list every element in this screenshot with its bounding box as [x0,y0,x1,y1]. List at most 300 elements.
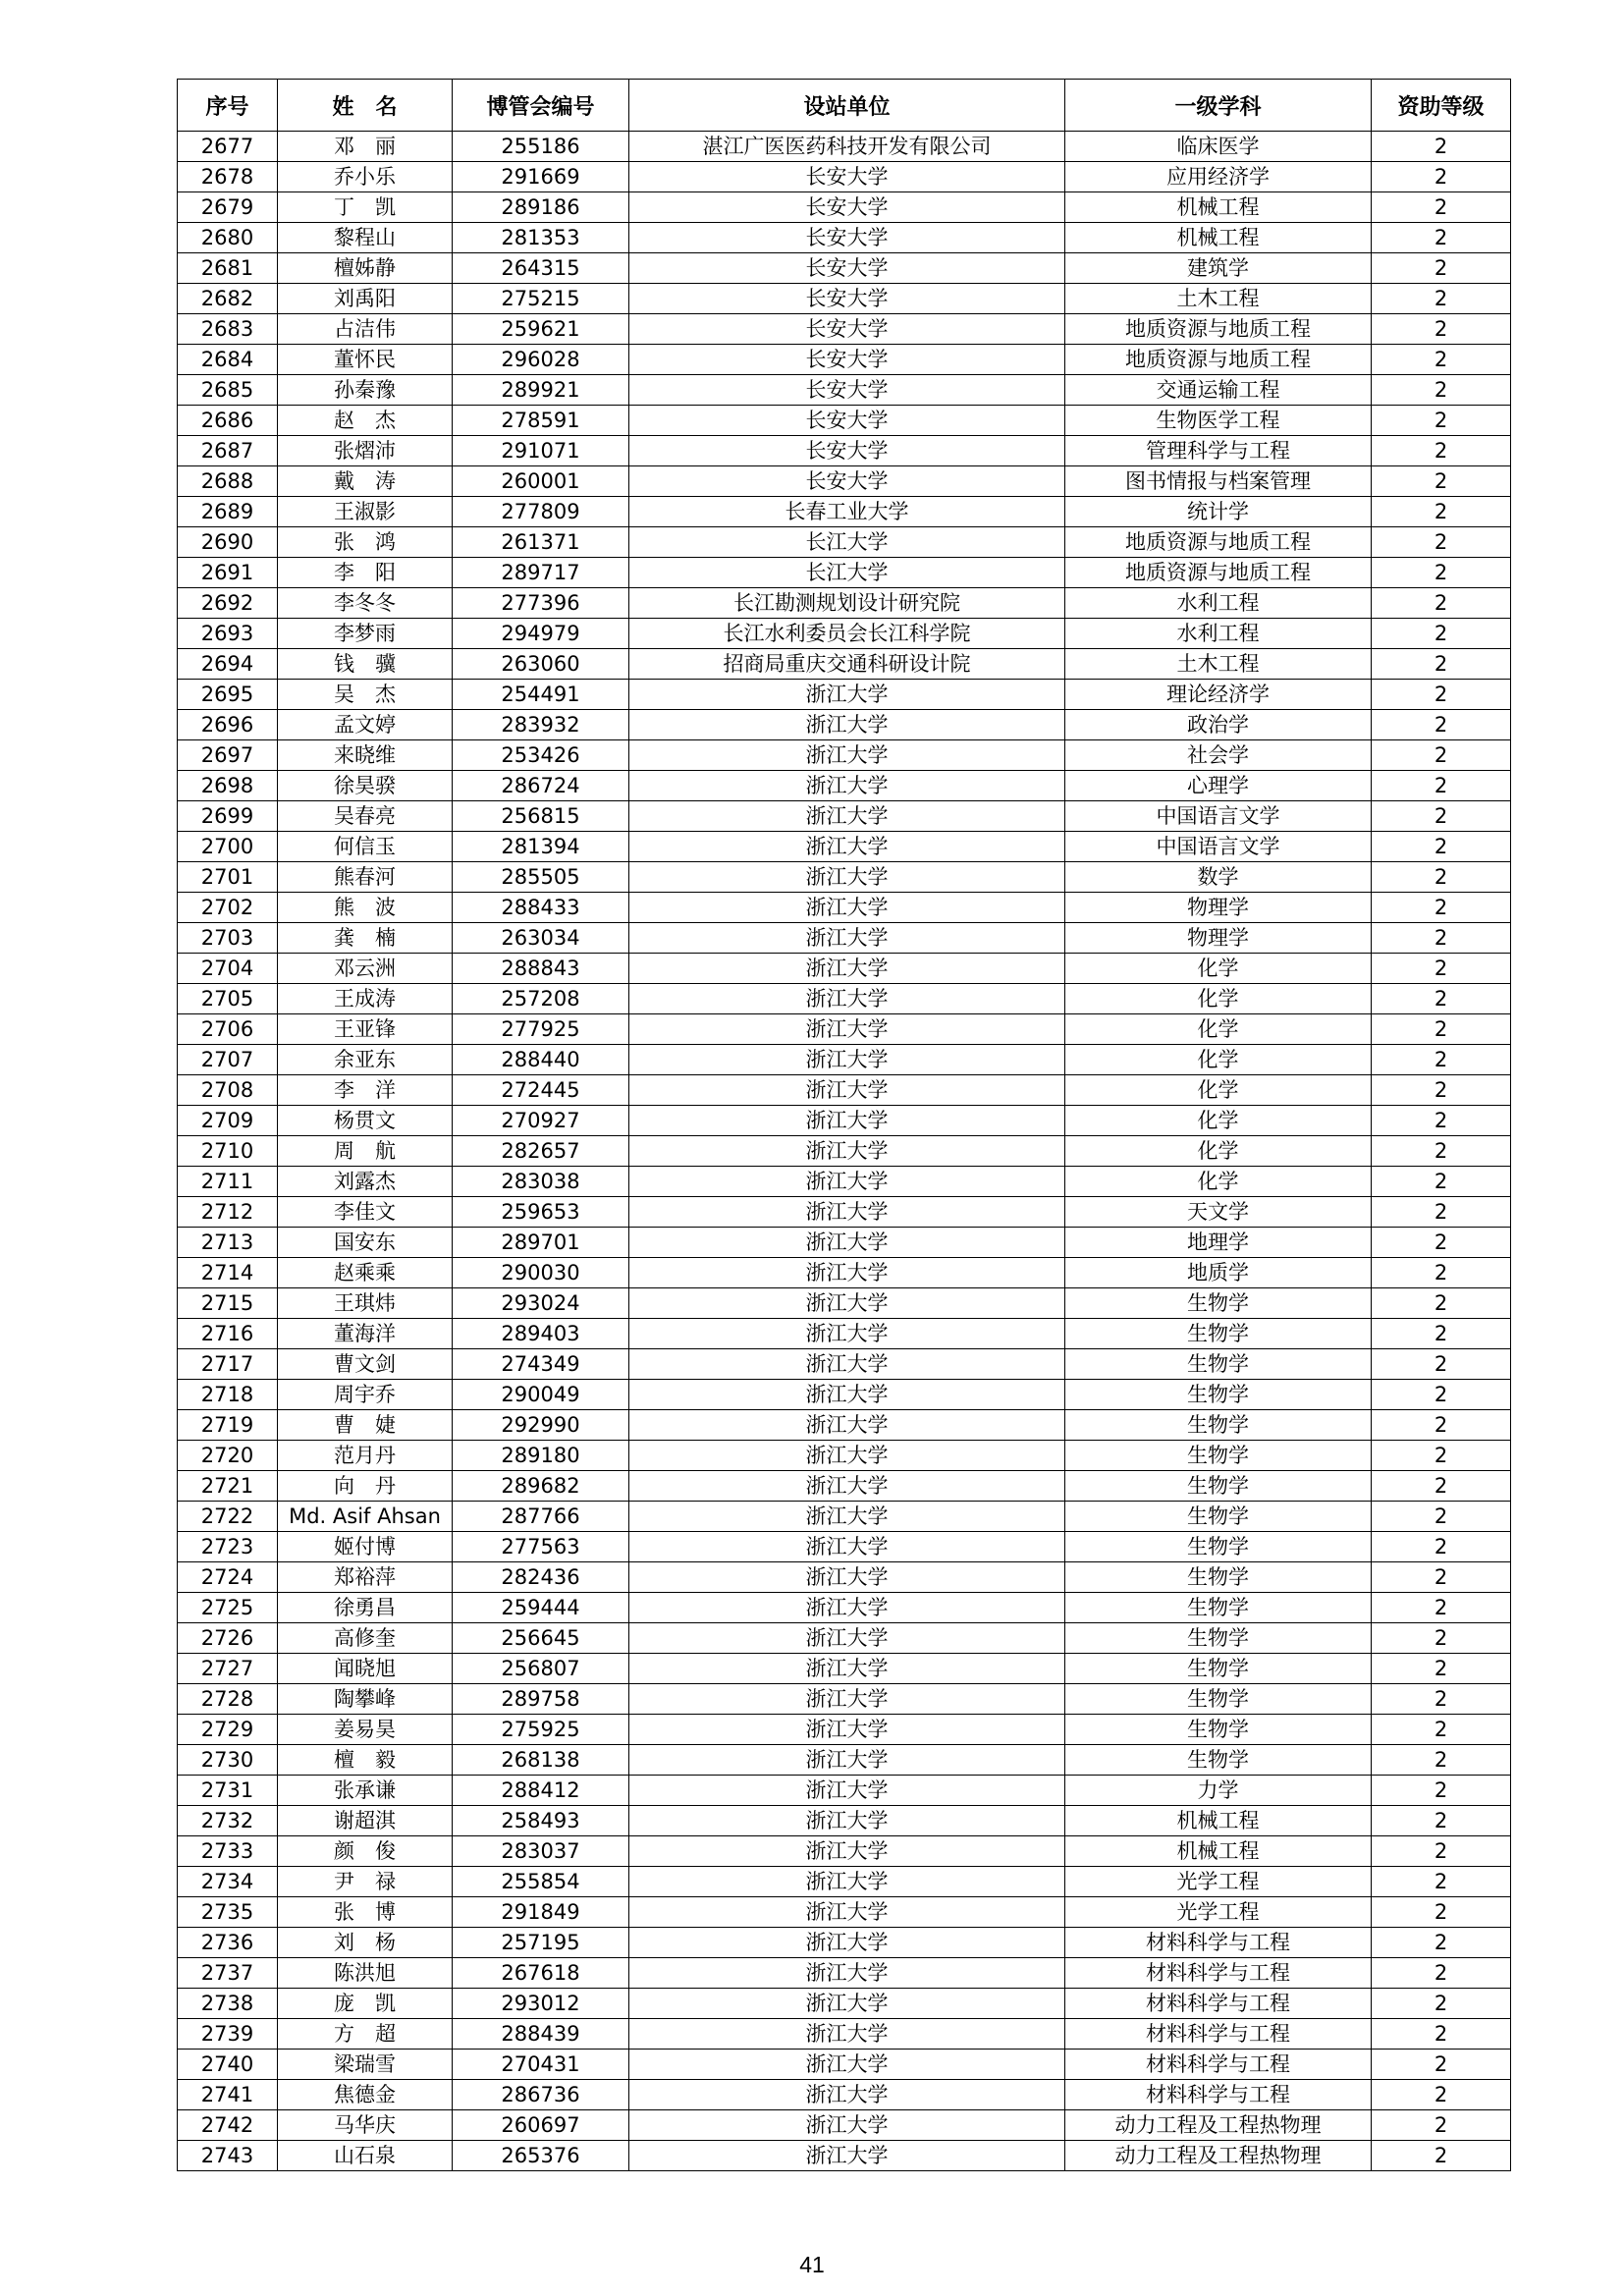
cell-level: 2 [1372,2019,1511,2050]
cell-discipline: 化学 [1065,1167,1372,1197]
cell-institution: 浙江大学 [629,1319,1065,1349]
cell-level: 2 [1372,192,1511,223]
cell-institution: 浙江大学 [629,1167,1065,1197]
cell-name: 张 鸿 [278,527,453,558]
cell-level: 2 [1372,1836,1511,1867]
cell-index: 2734 [178,1867,278,1897]
cell-level: 2 [1372,649,1511,680]
cell-level: 2 [1372,893,1511,923]
cell-institution: 长江大学 [629,558,1065,588]
cell-level: 2 [1372,284,1511,314]
cell-institution: 长安大学 [629,466,1065,497]
cell-level: 2 [1372,1228,1511,1258]
cell-level: 2 [1372,1623,1511,1654]
cell-institution: 长春工业大学 [629,497,1065,527]
cell-index: 2697 [178,740,278,771]
cell-level: 2 [1372,1532,1511,1562]
cell-discipline: 物理学 [1065,923,1372,954]
cell-id: 256645 [453,1623,629,1654]
cell-institution: 浙江大学 [629,1410,1065,1441]
table-row [178,436,1511,466]
cell-name: 方 超 [278,2019,453,2050]
cell-id: 275215 [453,284,629,314]
cell-name: 何信玉 [278,832,453,862]
cell-level: 2 [1372,1654,1511,1684]
cell-institution: 浙江大学 [629,1045,1065,1075]
cell-index: 2714 [178,1258,278,1288]
cell-level: 2 [1372,132,1511,162]
cell-institution: 浙江大学 [629,1989,1065,2019]
cell-name: 余亚东 [278,1045,453,1075]
cell-institution: 长安大学 [629,436,1065,466]
cell-institution: 浙江大学 [629,2050,1065,2080]
cell-discipline: 物理学 [1065,893,1372,923]
cell-discipline: 光学工程 [1065,1897,1372,1928]
cell-name: 姬付博 [278,1532,453,1562]
cell-institution: 浙江大学 [629,2019,1065,2050]
cell-institution: 浙江大学 [629,1532,1065,1562]
cell-name: 张承谦 [278,1776,453,1806]
cell-level: 2 [1372,1897,1511,1928]
table-row [178,1745,1511,1776]
cell-name: 熊春河 [278,862,453,893]
cell-discipline: 化学 [1065,1045,1372,1075]
table-row [178,710,1511,740]
cell-id: 285505 [453,862,629,893]
cell-name: 龚 楠 [278,923,453,954]
table-row [178,2141,1511,2171]
table-row [178,2019,1511,2050]
cell-level: 2 [1372,680,1511,710]
cell-id: 289717 [453,558,629,588]
cell-discipline: 生物学 [1065,1745,1372,1776]
cell-index: 2711 [178,1167,278,1197]
cell-discipline: 机械工程 [1065,223,1372,253]
cell-name: 戴 涛 [278,466,453,497]
cell-name: 陈洪旭 [278,1958,453,1989]
cell-institution: 浙江大学 [629,1745,1065,1776]
cell-index: 2743 [178,2141,278,2171]
cell-level: 2 [1372,1715,1511,1745]
cell-institution: 浙江大学 [629,1897,1065,1928]
cell-discipline: 中国语言文学 [1065,801,1372,832]
cell-discipline: 生物学 [1065,1471,1372,1502]
cell-index: 2692 [178,588,278,619]
cell-name: 吴春亮 [278,801,453,832]
table-row [178,832,1511,862]
cell-index: 2682 [178,284,278,314]
cell-name: 赵乘乘 [278,1258,453,1288]
cell-discipline: 生物学 [1065,1288,1372,1319]
table-row [178,1228,1511,1258]
cell-index: 2686 [178,406,278,436]
cell-index: 2713 [178,1228,278,1258]
cell-level: 2 [1372,1684,1511,1715]
cell-id: 282436 [453,1562,629,1593]
cell-index: 2729 [178,1715,278,1745]
cell-id: 260001 [453,466,629,497]
table-header [178,80,1511,132]
cell-institution: 浙江大学 [629,1684,1065,1715]
cell-index: 2737 [178,1958,278,1989]
cell-institution: 浙江大学 [629,2080,1065,2110]
cell-level: 2 [1372,253,1511,284]
cell-institution: 长安大学 [629,162,1065,192]
cell-discipline: 生物学 [1065,1684,1372,1715]
cell-level: 2 [1372,1745,1511,1776]
cell-id: 294979 [453,619,629,649]
cell-level: 2 [1372,710,1511,740]
cell-name: 曹文剑 [278,1349,453,1380]
cell-name: 陶攀峰 [278,1684,453,1715]
table-row [178,2050,1511,2080]
cell-name: 占洁伟 [278,314,453,345]
header-name: 姓 名 [278,80,453,132]
table-row [178,1167,1511,1197]
cell-id: 277396 [453,588,629,619]
cell-id: 289682 [453,1471,629,1502]
cell-discipline: 生物学 [1065,1349,1372,1380]
cell-name: 檀 毅 [278,1745,453,1776]
cell-name: 王淑影 [278,497,453,527]
cell-institution: 浙江大学 [629,740,1065,771]
table-row [178,1014,1511,1045]
cell-id: 270927 [453,1106,629,1136]
table-row [178,1562,1511,1593]
cell-id: 261371 [453,527,629,558]
table-row [178,954,1511,984]
cell-level: 2 [1372,619,1511,649]
cell-index: 2699 [178,801,278,832]
cell-discipline: 材料科学与工程 [1065,2050,1372,2080]
table-row [178,132,1511,162]
cell-id: 258493 [453,1806,629,1836]
cell-name: 钱 骥 [278,649,453,680]
cell-id: 259653 [453,1197,629,1228]
cell-id: 287766 [453,1502,629,1532]
cell-index: 2691 [178,558,278,588]
cell-level: 2 [1372,406,1511,436]
cell-index: 2690 [178,527,278,558]
table-body [178,132,1511,2171]
header-institution: 设站单位 [629,80,1065,132]
cell-id: 288440 [453,1045,629,1075]
table-row [178,1106,1511,1136]
cell-institution: 浙江大学 [629,1136,1065,1167]
cell-institution: 浙江大学 [629,1776,1065,1806]
cell-institution: 浙江大学 [629,680,1065,710]
cell-index: 2688 [178,466,278,497]
cell-index: 2717 [178,1349,278,1380]
cell-level: 2 [1372,2050,1511,2080]
cell-id: 274349 [453,1349,629,1380]
cell-index: 2680 [178,223,278,253]
cell-discipline: 地质资源与地质工程 [1065,558,1372,588]
cell-institution: 浙江大学 [629,1623,1065,1654]
cell-id: 277925 [453,1014,629,1045]
cell-level: 2 [1372,2080,1511,2110]
cell-discipline: 材料科学与工程 [1065,1928,1372,1958]
table-row [178,740,1511,771]
funding-table [177,79,1511,2171]
cell-institution: 浙江大学 [629,1806,1065,1836]
cell-institution: 浙江大学 [629,832,1065,862]
cell-discipline: 临床医学 [1065,132,1372,162]
table-row [178,862,1511,893]
cell-institution: 浙江大学 [629,1288,1065,1319]
cell-id: 264315 [453,253,629,284]
table-row [178,497,1511,527]
cell-id: 268138 [453,1745,629,1776]
table-row [178,345,1511,375]
cell-index: 2712 [178,1197,278,1228]
cell-level: 2 [1372,1380,1511,1410]
cell-institution: 浙江大学 [629,1654,1065,1684]
cell-name: 郑裕萍 [278,1562,453,1593]
cell-level: 2 [1372,1958,1511,1989]
cell-name: 刘禹阳 [278,284,453,314]
cell-discipline: 机械工程 [1065,1806,1372,1836]
cell-discipline: 光学工程 [1065,1867,1372,1897]
table-row [178,1319,1511,1349]
table-row [178,1410,1511,1441]
page-number: 41 [799,2252,825,2277]
table-row [178,1471,1511,1502]
cell-institution: 长安大学 [629,253,1065,284]
cell-id: 278591 [453,406,629,436]
cell-level: 2 [1372,1349,1511,1380]
cell-index: 2698 [178,771,278,801]
cell-level: 2 [1372,2110,1511,2141]
cell-index: 2700 [178,832,278,862]
table-row [178,1958,1511,1989]
cell-level: 2 [1372,862,1511,893]
cell-id: 288843 [453,954,629,984]
table-row [178,1258,1511,1288]
cell-discipline: 理论经济学 [1065,680,1372,710]
cell-level: 2 [1372,1136,1511,1167]
cell-discipline: 材料科学与工程 [1065,1989,1372,2019]
cell-id: 289403 [453,1319,629,1349]
cell-id: 267618 [453,1958,629,1989]
cell-institution: 长安大学 [629,284,1065,314]
cell-level: 2 [1372,1410,1511,1441]
cell-institution: 浙江大学 [629,771,1065,801]
cell-level: 2 [1372,1288,1511,1319]
table-row [178,1623,1511,1654]
cell-name: 颜 俊 [278,1836,453,1867]
cell-discipline: 政治学 [1065,710,1372,740]
cell-id: 256815 [453,801,629,832]
cell-discipline: 动力工程及工程热物理 [1065,2141,1372,2171]
cell-discipline: 化学 [1065,1014,1372,1045]
table-row [178,1045,1511,1075]
cell-discipline: 应用经济学 [1065,162,1372,192]
cell-discipline: 化学 [1065,1106,1372,1136]
cell-name: 孟文婷 [278,710,453,740]
table-row [178,1776,1511,1806]
table-row [178,223,1511,253]
cell-discipline: 生物学 [1065,1623,1372,1654]
cell-id: 281394 [453,832,629,862]
cell-index: 2728 [178,1684,278,1715]
cell-id: 254491 [453,680,629,710]
cell-name: 庞 凯 [278,1989,453,2019]
cell-name: 杨贯文 [278,1106,453,1136]
table-row [178,1806,1511,1836]
cell-discipline: 机械工程 [1065,192,1372,223]
cell-name: 姜易昊 [278,1715,453,1745]
cell-level: 2 [1372,1502,1511,1532]
table-row [178,649,1511,680]
cell-discipline: 社会学 [1065,740,1372,771]
cell-name: 张 博 [278,1897,453,1928]
table-row [178,1136,1511,1167]
table-row [178,1075,1511,1106]
cell-level: 2 [1372,1593,1511,1623]
cell-level: 2 [1372,1075,1511,1106]
cell-institution: 浙江大学 [629,2110,1065,2141]
cell-level: 2 [1372,984,1511,1014]
cell-name: 邓云洲 [278,954,453,984]
cell-name: 檀姊静 [278,253,453,284]
cell-id: 291669 [453,162,629,192]
cell-level: 2 [1372,1776,1511,1806]
cell-name: 徐勇昌 [278,1593,453,1623]
cell-level: 2 [1372,436,1511,466]
cell-institution: 招商局重庆交通科研设计院 [629,649,1065,680]
cell-institution: 浙江大学 [629,984,1065,1014]
cell-level: 2 [1372,1106,1511,1136]
cell-index: 2741 [178,2080,278,2110]
table-row [178,527,1511,558]
cell-discipline: 生物学 [1065,1654,1372,1684]
cell-discipline: 力学 [1065,1776,1372,1806]
cell-index: 2724 [178,1562,278,1593]
cell-index: 2731 [178,1776,278,1806]
cell-index: 2733 [178,1836,278,1867]
table-row [178,1684,1511,1715]
cell-name: 梁瑞雪 [278,2050,453,2080]
cell-discipline: 材料科学与工程 [1065,2019,1372,2050]
table-row [178,2080,1511,2110]
cell-id: 286736 [453,2080,629,2110]
cell-name: 范月丹 [278,1441,453,1471]
cell-index: 2709 [178,1106,278,1136]
cell-index: 2685 [178,375,278,406]
cell-level: 2 [1372,923,1511,954]
cell-id: 277809 [453,497,629,527]
cell-level: 2 [1372,1319,1511,1349]
cell-institution: 浙江大学 [629,923,1065,954]
cell-name: 周 航 [278,1136,453,1167]
cell-id: 259621 [453,314,629,345]
cell-institution: 浙江大学 [629,1441,1065,1471]
cell-index: 2719 [178,1410,278,1441]
cell-id: 281353 [453,223,629,253]
cell-level: 2 [1372,1562,1511,1593]
table-row [178,1502,1511,1532]
cell-discipline: 土木工程 [1065,649,1372,680]
cell-id: 272445 [453,1075,629,1106]
table-row [178,1654,1511,1684]
cell-id: 289758 [453,1684,629,1715]
header-index: 序号 [178,80,278,132]
cell-name: Md. Asif Ahsan [278,1502,453,1532]
cell-level: 2 [1372,1441,1511,1471]
table-row [178,192,1511,223]
cell-institution: 浙江大学 [629,954,1065,984]
cell-index: 2739 [178,2019,278,2050]
cell-name: 董海洋 [278,1319,453,1349]
cell-name: 来晓维 [278,740,453,771]
table-row [178,406,1511,436]
cell-institution: 浙江大学 [629,1228,1065,1258]
cell-index: 2718 [178,1380,278,1410]
cell-discipline: 生物学 [1065,1319,1372,1349]
cell-index: 2683 [178,314,278,345]
table-row [178,253,1511,284]
cell-name: 山石泉 [278,2141,453,2171]
cell-index: 2707 [178,1045,278,1075]
cell-level: 2 [1372,740,1511,771]
cell-id: 283037 [453,1836,629,1867]
cell-discipline: 材料科学与工程 [1065,1958,1372,1989]
cell-discipline: 水利工程 [1065,588,1372,619]
cell-institution: 浙江大学 [629,1867,1065,1897]
cell-institution: 长安大学 [629,192,1065,223]
cell-id: 277563 [453,1532,629,1562]
cell-discipline: 生物学 [1065,1562,1372,1593]
cell-index: 2679 [178,192,278,223]
cell-discipline: 土木工程 [1065,284,1372,314]
cell-discipline: 生物学 [1065,1410,1372,1441]
cell-level: 2 [1372,771,1511,801]
cell-discipline: 生物学 [1065,1502,1372,1532]
cell-id: 291071 [453,436,629,466]
table-row [178,1836,1511,1867]
cell-id: 289701 [453,1228,629,1258]
cell-discipline: 生物学 [1065,1380,1372,1410]
cell-institution: 浙江大学 [629,1836,1065,1867]
cell-index: 2689 [178,497,278,527]
cell-id: 296028 [453,345,629,375]
cell-discipline: 地质资源与地质工程 [1065,314,1372,345]
cell-index: 2694 [178,649,278,680]
cell-institution: 浙江大学 [629,1014,1065,1045]
cell-discipline: 化学 [1065,984,1372,1014]
cell-name: 李 洋 [278,1075,453,1106]
cell-index: 2727 [178,1654,278,1684]
cell-name: 王成涛 [278,984,453,1014]
cell-institution: 长江大学 [629,527,1065,558]
cell-level: 2 [1372,1867,1511,1897]
table-row [178,680,1511,710]
cell-id: 288433 [453,893,629,923]
cell-level: 2 [1372,1928,1511,1958]
cell-institution: 长安大学 [629,375,1065,406]
cell-name: 吴 杰 [278,680,453,710]
table-row [178,375,1511,406]
cell-level: 2 [1372,1471,1511,1502]
cell-institution: 浙江大学 [629,2141,1065,2171]
table-row [178,2110,1511,2141]
cell-level: 2 [1372,375,1511,406]
cell-institution: 长江水利委员会长江科学院 [629,619,1065,649]
cell-level: 2 [1372,162,1511,192]
cell-index: 2693 [178,619,278,649]
cell-name: 周宇乔 [278,1380,453,1410]
